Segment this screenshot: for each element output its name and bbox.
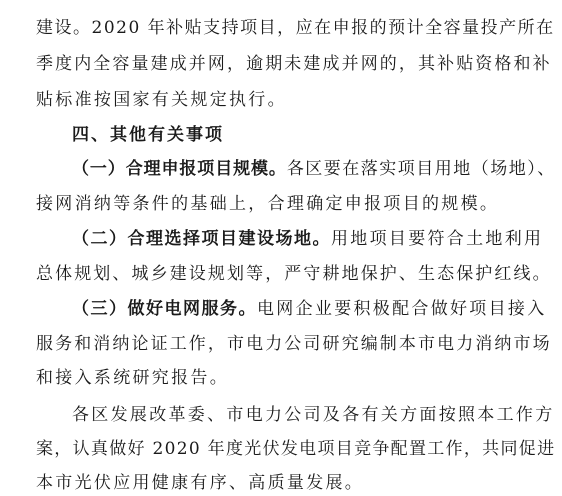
item-1-number: （一）: [72, 159, 126, 179]
item-2-number: （二）: [72, 229, 128, 249]
closing-line: 案，认真做好 2020 年度光伏发电项目竞争配置工作，共同促进: [36, 439, 556, 459]
paragraph-line: 贴标准按国家有关规定执行。: [36, 90, 287, 110]
paragraph-line: 总体规划、城乡建设规划等，严守耕地保护、生态保护红线。: [36, 264, 552, 284]
section-heading: 四、其他有关事项: [72, 125, 224, 145]
item-3-first-line: [72, 297, 547, 321]
paragraph-line: 建设。2020 年补贴支持项目，应在申报的预计全容量投产所在: [36, 18, 555, 38]
item-1-text: 各区要在落实项目用地（场地）、: [286, 159, 556, 179]
paragraph-line: 服务和消纳论证工作，市电力公司研究编制本市电力消纳市场: [36, 334, 552, 354]
paragraph-line: 季度内全容量建成并网，逾期未建成并网的，其补贴资格和补: [36, 54, 552, 74]
item-1-first-line: [72, 157, 556, 181]
item-3-title: 做好电网服务。: [127, 299, 257, 319]
item-3-number: （三）: [72, 299, 128, 319]
item-2-first-line: [72, 227, 543, 251]
item-3-text: 电网企业要积极配合做好项目接入: [257, 299, 547, 319]
closing-line: 各区发展改革委、市电力公司及各有关方面按照本工作方: [72, 405, 555, 425]
item-1-title: 合理申报项目规模。: [125, 159, 287, 179]
paragraph-line: 接网消纳等条件的基础上，合理确定申报项目的规模。: [36, 194, 500, 214]
item-2-title: 合理选择项目建设场地。: [127, 229, 331, 249]
closing-line: 本市光伏应用健康有序、高质量发展。: [36, 473, 365, 493]
paragraph-line: 和接入系统研究报告。: [36, 368, 229, 388]
item-2-text: 用地项目要符合土地利用: [331, 229, 544, 249]
